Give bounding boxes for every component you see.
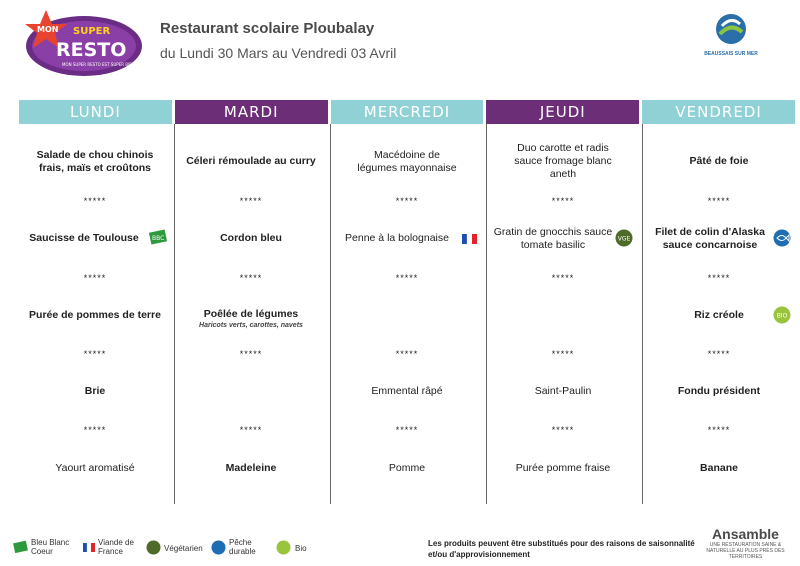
separator: ***** bbox=[707, 196, 731, 206]
menu-grid bbox=[19, 124, 795, 504]
ansamble-logo bbox=[698, 526, 793, 560]
menu-item-text: Pâté de foie bbox=[689, 155, 749, 167]
menu-item-starter bbox=[175, 155, 327, 168]
menu-item-text: Saint-Paulin bbox=[534, 385, 592, 397]
menu-item-starter bbox=[331, 149, 483, 175]
menu-column-jeudi bbox=[486, 124, 639, 504]
bio-icon bbox=[773, 306, 791, 324]
menu-item-text: Fondu président bbox=[677, 385, 761, 397]
bleu-blanc-coeur-icon bbox=[149, 228, 167, 246]
separator: ***** bbox=[83, 196, 107, 206]
menu-item-cheese bbox=[487, 385, 639, 398]
separator: ***** bbox=[395, 196, 419, 206]
menu-item-side bbox=[175, 308, 327, 330]
menu-item-main bbox=[175, 232, 327, 245]
menu-item-text: Purée pomme fraise bbox=[515, 462, 611, 474]
substitution-footnote: Les produits peuvent être substitués pour des raisons de saisonnalité et/ou d'approvisionnement bbox=[428, 539, 695, 559]
svg-text:VGE: VGE bbox=[617, 235, 631, 243]
menu-item-text: Cordon bleu bbox=[220, 232, 282, 244]
day-header-vendredi: VENDREDI bbox=[642, 100, 795, 124]
menu-column-lundi bbox=[19, 124, 171, 504]
legend-label-bleu-blanc-coeur: Bleu Blanc Coeur bbox=[31, 538, 70, 556]
menu-item-starter bbox=[487, 142, 639, 181]
menu-item-dessert bbox=[331, 462, 483, 475]
legend-label-vegetarien: Végétarien bbox=[164, 544, 203, 553]
menu-item-text: Poêlée de légumes bbox=[203, 308, 299, 320]
menu-item-text: Madeleine bbox=[225, 462, 277, 474]
day-headers bbox=[19, 100, 795, 124]
peche-durable-icon bbox=[211, 540, 226, 555]
vegetarien-icon bbox=[146, 540, 161, 555]
ansamble-tagline: UNE RESTAURATION SAINE & NATURELLE AU PLUS PRÈS DES TERRITOIRES bbox=[706, 542, 785, 560]
menu-item-text: Gratin de gnocchis sauce tomate basilic bbox=[493, 226, 613, 251]
menu-item-starter bbox=[643, 155, 795, 168]
menu-item-text: Banane bbox=[700, 462, 738, 474]
page-title: Restaurant scolaire Ploubalay bbox=[160, 20, 375, 37]
bleu-blanc-coeur-icon bbox=[13, 540, 28, 555]
day-header-jeudi: JEUDI bbox=[486, 100, 639, 124]
menu-item-text: Céleri rémoulade au curry bbox=[186, 155, 316, 167]
menu-item-dessert bbox=[175, 462, 327, 475]
separator: ***** bbox=[551, 196, 575, 206]
menu-item-text: Brie bbox=[84, 385, 106, 397]
menu-item-note: Haricots verts, carottes, navets bbox=[199, 322, 303, 329]
menu-item-cheese bbox=[19, 385, 171, 398]
separator: ***** bbox=[239, 425, 263, 435]
menu-column-vendredi bbox=[642, 124, 795, 504]
bio-icon bbox=[276, 540, 291, 555]
legend-label-peche-durable: Pêche durable bbox=[229, 538, 256, 556]
separator: ***** bbox=[707, 349, 731, 359]
menu-item-text: Filet de colin d'Alaska sauce concarnoise bbox=[655, 226, 765, 251]
svg-text:BIO: BIO bbox=[776, 312, 788, 320]
separator: ***** bbox=[551, 273, 575, 283]
beaussais-logo-text: BEAUSSAIS SUR MER bbox=[704, 51, 758, 57]
separator: ***** bbox=[395, 349, 419, 359]
menu-item-dessert bbox=[19, 462, 171, 475]
menu-item-text: Purée de pommes de terre bbox=[29, 309, 161, 321]
peche-durable-icon bbox=[773, 229, 791, 247]
separator: ***** bbox=[239, 196, 263, 206]
menu-item-text: Riz créole bbox=[694, 309, 744, 321]
separator: ***** bbox=[83, 273, 107, 283]
day-header-mercredi: MERCREDI bbox=[331, 100, 484, 124]
separator: ***** bbox=[239, 349, 263, 359]
menu-item-dessert bbox=[487, 462, 639, 475]
day-header-mardi: MARDI bbox=[175, 100, 328, 124]
menu-item-dessert bbox=[643, 462, 795, 475]
menu-item-text: Pomme bbox=[388, 462, 426, 474]
menu-column-mercredi bbox=[330, 124, 483, 504]
beaussais-logo bbox=[700, 12, 762, 70]
menu-item-text: Penne à la bolognaise bbox=[345, 232, 449, 244]
menu-item-side bbox=[19, 309, 171, 322]
menu-item-text: Salade de chou chinois frais, maïs et croûtons bbox=[36, 149, 154, 174]
legend-label-viande-de-france: Viande de France bbox=[98, 538, 134, 556]
page-subtitle: du Lundi 30 Mars au Vendredi 03 Avril bbox=[160, 45, 397, 61]
separator: ***** bbox=[551, 349, 575, 359]
separator: ***** bbox=[707, 273, 731, 283]
legend-label-bio: Bio bbox=[295, 544, 307, 553]
viande-de-france-icon bbox=[82, 540, 97, 555]
menu-item-cheese bbox=[643, 385, 795, 398]
separator: ***** bbox=[707, 425, 731, 435]
logo-word-resto: RESTO bbox=[56, 39, 127, 61]
menu-item-text: Emmental râpé bbox=[371, 385, 443, 397]
logo-word-mon: MON bbox=[37, 25, 59, 34]
menu-item-cheese bbox=[331, 385, 483, 398]
menu-item-text: Yaourt aromatisé bbox=[55, 462, 135, 474]
ansamble-brand-name: Ansamble bbox=[712, 526, 779, 542]
mon-super-resto-logo bbox=[18, 8, 146, 80]
day-header-lundi: LUNDI bbox=[19, 100, 172, 124]
viande-de-france-icon bbox=[460, 230, 478, 248]
menu-column-mardi bbox=[174, 124, 327, 504]
vegetarien-icon bbox=[615, 229, 633, 247]
logo-tagline: MON SUPER RESTO EST SUPER BIEN bbox=[62, 62, 135, 67]
beaussais-emblem-icon bbox=[714, 12, 748, 46]
separator: ***** bbox=[395, 273, 419, 283]
separator: ***** bbox=[239, 273, 263, 283]
separator: ***** bbox=[83, 425, 107, 435]
separator: ***** bbox=[551, 425, 575, 435]
separator: ***** bbox=[395, 425, 419, 435]
menu-item-text: Duo carotte et radis sauce fromage blanc aneth bbox=[514, 142, 612, 180]
menu-item-text: Macédoine de légumes mayonnaise bbox=[357, 149, 457, 174]
logo-word-super: SUPER bbox=[73, 26, 111, 37]
menu-item-text: Saucisse de Toulouse bbox=[29, 232, 139, 244]
separator: ***** bbox=[83, 349, 107, 359]
menu-item-starter bbox=[19, 149, 171, 175]
svg-text:BBC: BBC bbox=[152, 235, 165, 242]
